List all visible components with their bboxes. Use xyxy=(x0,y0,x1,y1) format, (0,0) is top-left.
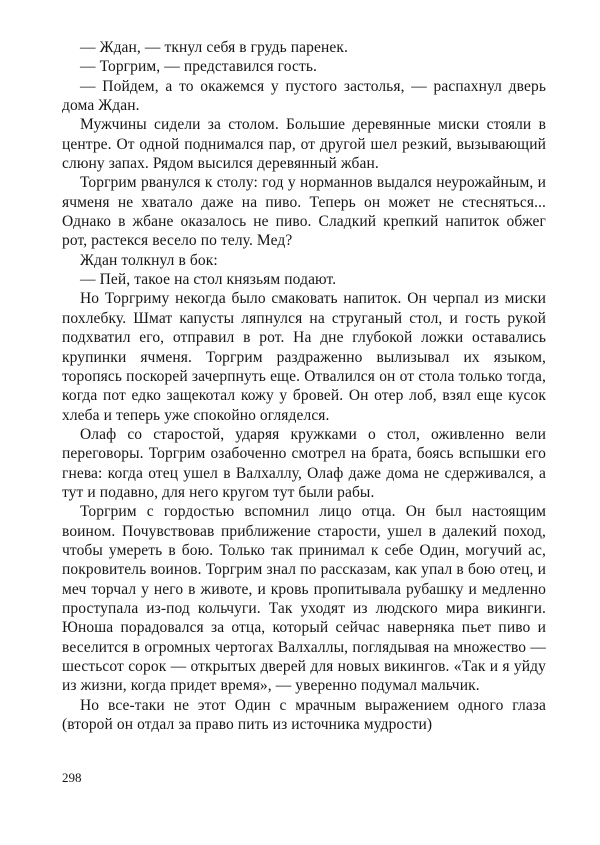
paragraph: Но Торгриму некогда было смаковать напиток. Он черпал из миски похлебку. Шмат капусты ляпнулся на струганый стол, и гость рукой подхватил его, отправил в рот. На дне глубокой ложки оставались крупинки ячменя. Торгрим раздраженно вылизывал их языком, торопясь поскорей зачерпнуть еще. Отвалился он от стола только тогда, когда пот едко защекотал кожу у бровей. Он отер лоб, взял еще кусок хлеба и теперь уже спокойно огляделся. xyxy=(62,290,546,424)
body-text xyxy=(62,38,546,734)
paragraph: Торгрим с гордостью вспомнил лицо отца. Он был настоящим воином. Почувствовав приближение старости, ушел в далекий поход, чтобы умереть в бою. Только так принимал к себе Один, могучий ас, покровитель воинов. Торгрим знал по рассказам, как упал в бою отец, и меч торчал у него в животе, и кровь пропитывала рубашку и медленно проступала из-под кольчуги. Так уходят из людского мира викинги. Юноша порадовался за отца, который сейчас наверняка пьет пиво и веселится в огромных чертогах Валхаллы, поглядывая на множество — шестьсот сорок — открытых дверей для новых викингов. «Так и я уйду из жизни, когда придет время», — уверенно подумал мальчик. xyxy=(62,503,546,695)
paragraph: Ждан толкнул в бок: xyxy=(80,251,218,269)
paragraph: Но все-таки не этот Один с мрачным выражением одного глаза (второй он отдал за право пить из источника мудрости) xyxy=(62,696,546,734)
page-number: 298 xyxy=(62,770,82,785)
paragraph: Торгрим рванулся к столу: год у норманнов выдался неурожайным, и ячменя не хватало даже на пиво. Теперь он может не стесняться... Однако в жбане оказалось не пиво. Сладкий крепкий напиток обжег рот, растекся весело по телу. Мед? xyxy=(62,174,546,250)
paragraph: Мужчины сидели за столом. Большие деревянные миски стояли в центре. От одной поднимался пар, от другой шел резкий, вызывающий слюну запах. Рядом высился деревянный жбан. xyxy=(62,116,546,173)
paragraph: — Пей, такое на стол князьям подают. xyxy=(80,271,337,289)
paragraph: — Пойдем, а то окажемся у пустого застолья, — распахнул дверь дома Ждан. xyxy=(62,77,546,115)
paragraph: Олаф со старостой, ударяя кружками о стол, оживленно вели переговоры. Торгрим озабоченно смотрел на брата, боясь вспышки его гнева: когда отец ушел в Валхаллу, Олаф даже дома не сдерживался, а тут и подавно, для него кругом тут были рабы. xyxy=(62,425,546,501)
paragraph: — Ждан, — ткнул себя в грудь паренек. xyxy=(80,39,348,56)
paragraph: — Торгрим, — представился гость. xyxy=(80,58,317,76)
